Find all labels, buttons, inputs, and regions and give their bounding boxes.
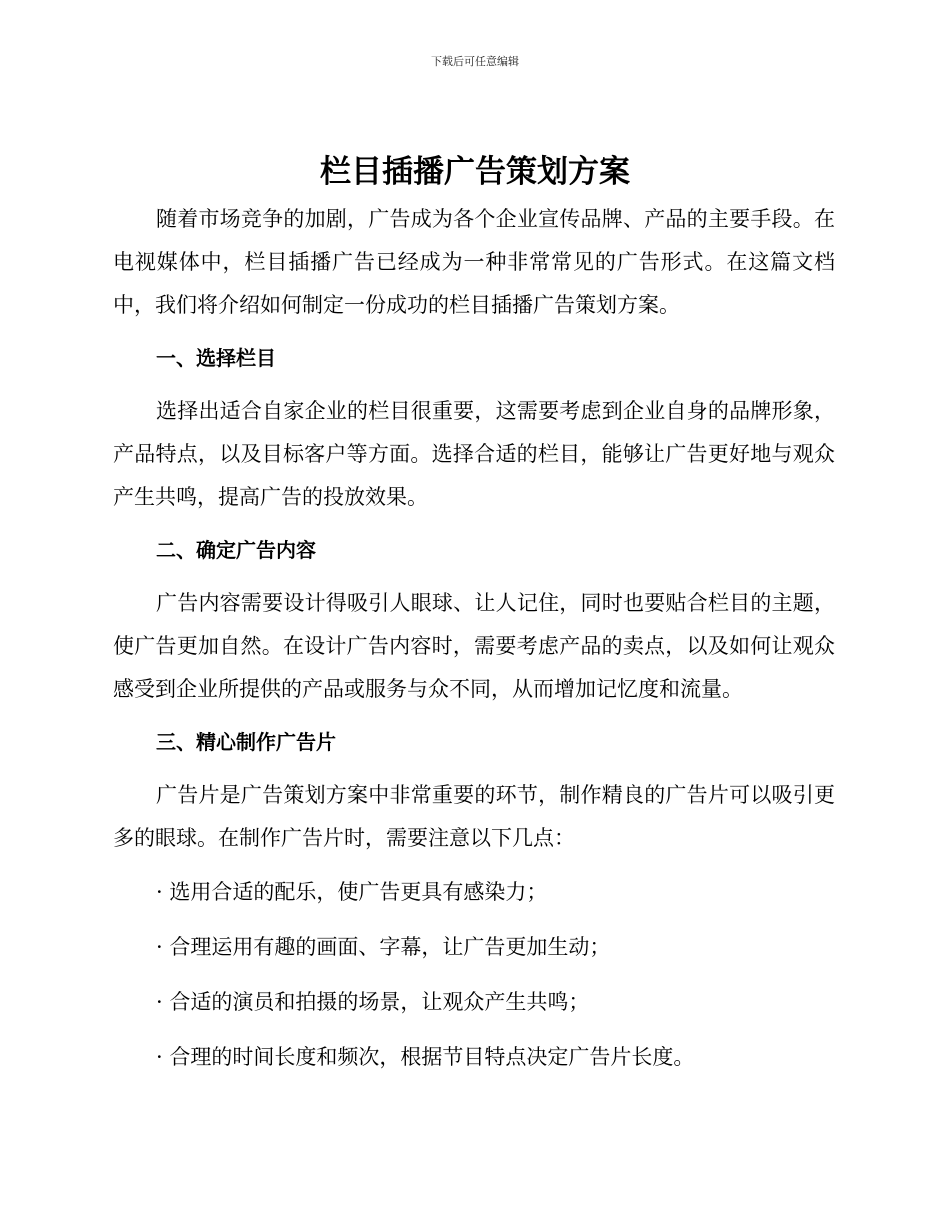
list-item: · 选用合适的配乐，使广告更具有感染力； (156, 880, 548, 904)
section-body-2: 广告内容需要设计得吸引人眼球、让人记住，同时也要贴合栏目的主题，使广告更加自然。在设计广告内容时，需要考虑产品的卖点，以及如何让观众感受到企业所提供的产品或服务与众不同，从而增加记忆度和流量。 (113, 591, 835, 701)
list-item: · 合理的时间长度和频次，根据节目特点决定广告片长度。 (156, 1045, 695, 1069)
intro-paragraph: 随着市场竞争的加剧，广告成为各个企业宣传品牌、产品的主要手段。在电视媒体中，栏目插播广告已经成为一种非常常见的广告形式。在这篇文档中，我们将介绍如何制定一份成功的栏目插播广告策划方案。 (113, 207, 835, 317)
document-body (113, 198, 835, 1091)
list-item: · 合理运用有趣的画面、字幕，让广告更加生动； (156, 935, 611, 959)
section-body-1: 选择出适合自家企业的栏目很重要，这需要考虑到企业自身的品牌形象，产品特点，以及目标客户等方面。选择合适的栏目，能够让广告更好地与观众产生共鸣，提高广告的投放效果。 (113, 399, 835, 509)
section-body-3: 广告片是广告策划方案中非常重要的环节，制作精良的广告片可以吸引更多的眼球。在制作广告片时，需要注意以下几点： (113, 783, 835, 850)
header-note: 下载后可任意编辑 (431, 55, 519, 68)
section-heading-3: 三、精心制作广告片 (156, 730, 336, 754)
list-item: · 合适的演员和拍摄的场景，让观众产生共鸣； (156, 990, 590, 1014)
bullet-list (113, 871, 835, 1079)
document-title: 栏目插播广告策划方案 (320, 154, 630, 190)
section-heading-2: 二、确定广告内容 (156, 538, 316, 562)
section-heading-1: 一、选择栏目 (156, 346, 276, 370)
